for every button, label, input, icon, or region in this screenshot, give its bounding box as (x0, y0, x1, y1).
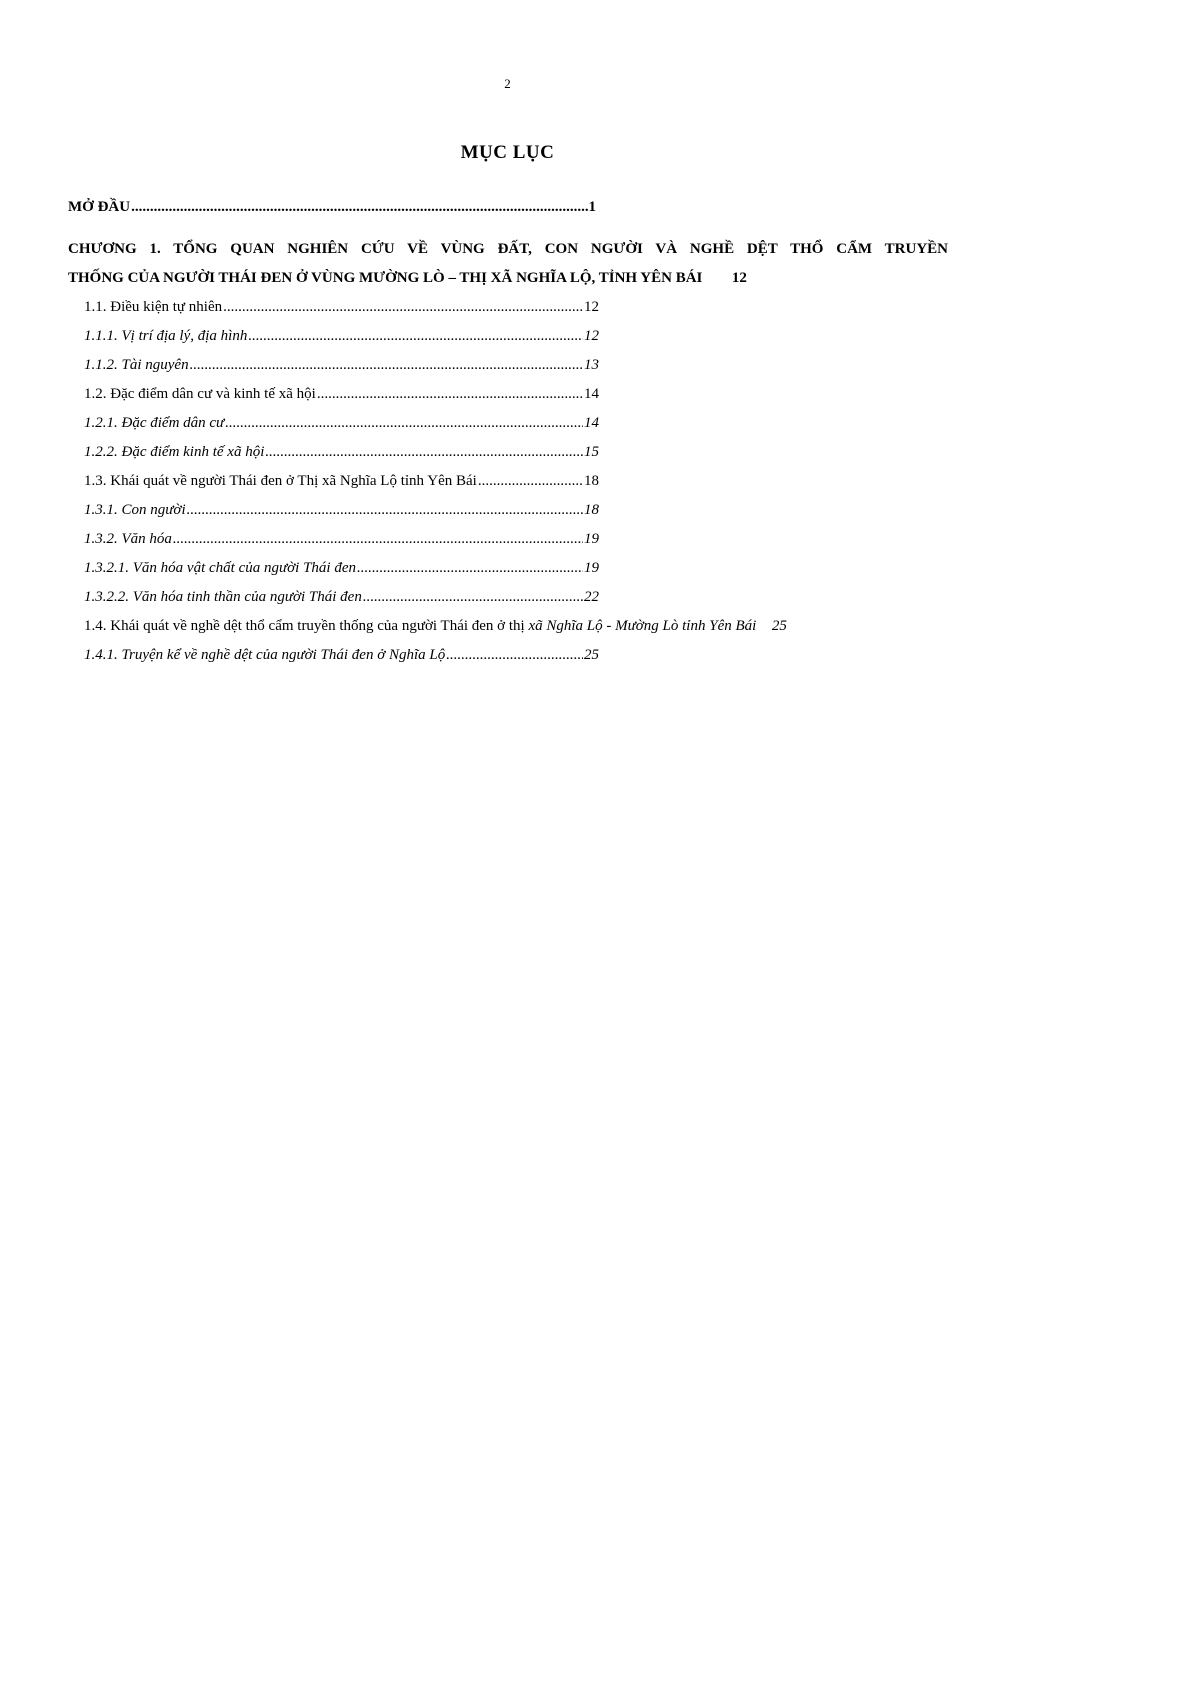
toc-entry-page: 1 (588, 199, 596, 215)
toc-entry-label: 1.3.2.1. Văn hóa vật chất của người Thái đen (84, 560, 356, 576)
dot-leader (225, 414, 583, 432)
toc-entry-label: 1.1. Điều kiện tự nhiên (84, 299, 223, 315)
toc-entry-page: 12 (584, 328, 599, 344)
dot-leader (446, 646, 583, 664)
dot-leader (265, 443, 583, 461)
toc-entry-label: 1.2. Đặc điểm dân cư và kinh tế xã hội (84, 386, 316, 402)
toc-chapter-1-line-2[interactable] (68, 269, 747, 287)
toc-entry-page: 14 (584, 386, 599, 402)
toc-entry-page: 14 (584, 415, 599, 431)
toc-entry-page: 18 (584, 502, 599, 518)
toc-entry-label: 1.3.1. Con người (84, 502, 186, 518)
toc-entry-1-2-2[interactable] (84, 443, 599, 461)
toc-entry-page: 19 (584, 560, 599, 576)
toc-entry-1-3-2-2[interactable] (84, 588, 599, 606)
dot-leader (223, 298, 583, 316)
page-number: 2 (504, 76, 511, 91)
toc-entry-page: 25 (771, 618, 787, 634)
dot-leader (173, 530, 583, 548)
toc-entry-label: 1.4. Khái quát về nghề dệt thổ cẩm truyền thống của người Thái đen ở thị (84, 618, 525, 634)
toc-entry-page: 12 (731, 270, 747, 286)
toc-entry-1-1-1[interactable] (84, 327, 599, 345)
dot-leader (131, 198, 587, 216)
toc-entry-1-4[interactable] (84, 617, 787, 635)
toc-entry-label: 1.3.2.2. Văn hóa tinh thần của người Thái đen (84, 589, 362, 605)
toc-entry-page: 22 (584, 589, 599, 605)
toc-entry-page: 18 (584, 473, 599, 489)
toc-entry-label: 1.3. Khái quát về người Thái đen ở Thị xã Nghĩa Lộ tỉnh Yên Bái (84, 473, 477, 489)
toc-entry-1-3-2[interactable] (84, 530, 599, 548)
toc-entry-1-3-1[interactable] (84, 501, 599, 519)
toc-entry-page: 12 (584, 299, 599, 315)
toc-entry-1-2-1[interactable] (84, 414, 599, 432)
toc-entry-1-2[interactable] (84, 385, 599, 403)
toc-entry-label: 1.4.1. Truyện kể về nghề dệt của người Thái đen ở Nghĩa Lộ (84, 647, 446, 663)
dot-leader (248, 327, 583, 345)
toc-entry-1-1-2[interactable] (84, 356, 599, 374)
dot-leader (363, 588, 583, 606)
dot-leader (317, 385, 583, 403)
toc-entry-label: 1.3.2. Văn hóa (84, 531, 172, 547)
toc-entry-label: 1.2.2. Đặc điểm kinh tế xã hội (84, 444, 265, 460)
toc-entry-label: 1.2.1. Đặc điểm dân cư (84, 415, 225, 431)
toc-entry-label: 1.1.2. Tài nguyên (84, 357, 189, 373)
dot-leader (357, 559, 583, 577)
toc-entry-page: 25 (584, 647, 599, 663)
toc-entry-1-1[interactable] (84, 298, 599, 316)
toc-entry-page: 19 (584, 531, 599, 547)
toc-entry-1-3[interactable] (84, 472, 599, 490)
toc-entry-page: 15 (584, 444, 599, 460)
dot-leader (478, 472, 583, 490)
toc-entry-label-italic: xã Nghĩa Lộ - Mường Lò tỉnh Yên Bái (528, 618, 757, 634)
toc-entry-1-4-1[interactable] (84, 646, 599, 664)
toc-entry-label: THỐNG CỦA NGƯỜI THÁI ĐEN Ở VÙNG MƯỜNG LÒ – THỊ XÃ NGHĨA LỘ, TỈNH YÊN BÁI (68, 270, 703, 286)
toc-entry-1-3-2-1[interactable] (84, 559, 599, 577)
toc-entry-label: 1.1.1. Vị trí địa lý, địa hình (84, 328, 248, 344)
toc-entry-label: MỞ ĐẦU (68, 199, 131, 215)
dot-leader (187, 501, 583, 519)
dot-leader (190, 356, 583, 374)
toc-title: MỤC LỤC (460, 142, 555, 163)
toc-entry-page: 13 (584, 357, 599, 373)
toc-chapter-1-line-1[interactable]: CHƯƠNG 1. TỔNG QUAN NGHIÊN CỨU VỀ VÙNG ĐẤT, CON NGƯỜI VÀ NGHỀ DỆT THỔ CẨM TRUYỀN (68, 241, 948, 257)
toc-entry-intro[interactable] (68, 198, 596, 216)
